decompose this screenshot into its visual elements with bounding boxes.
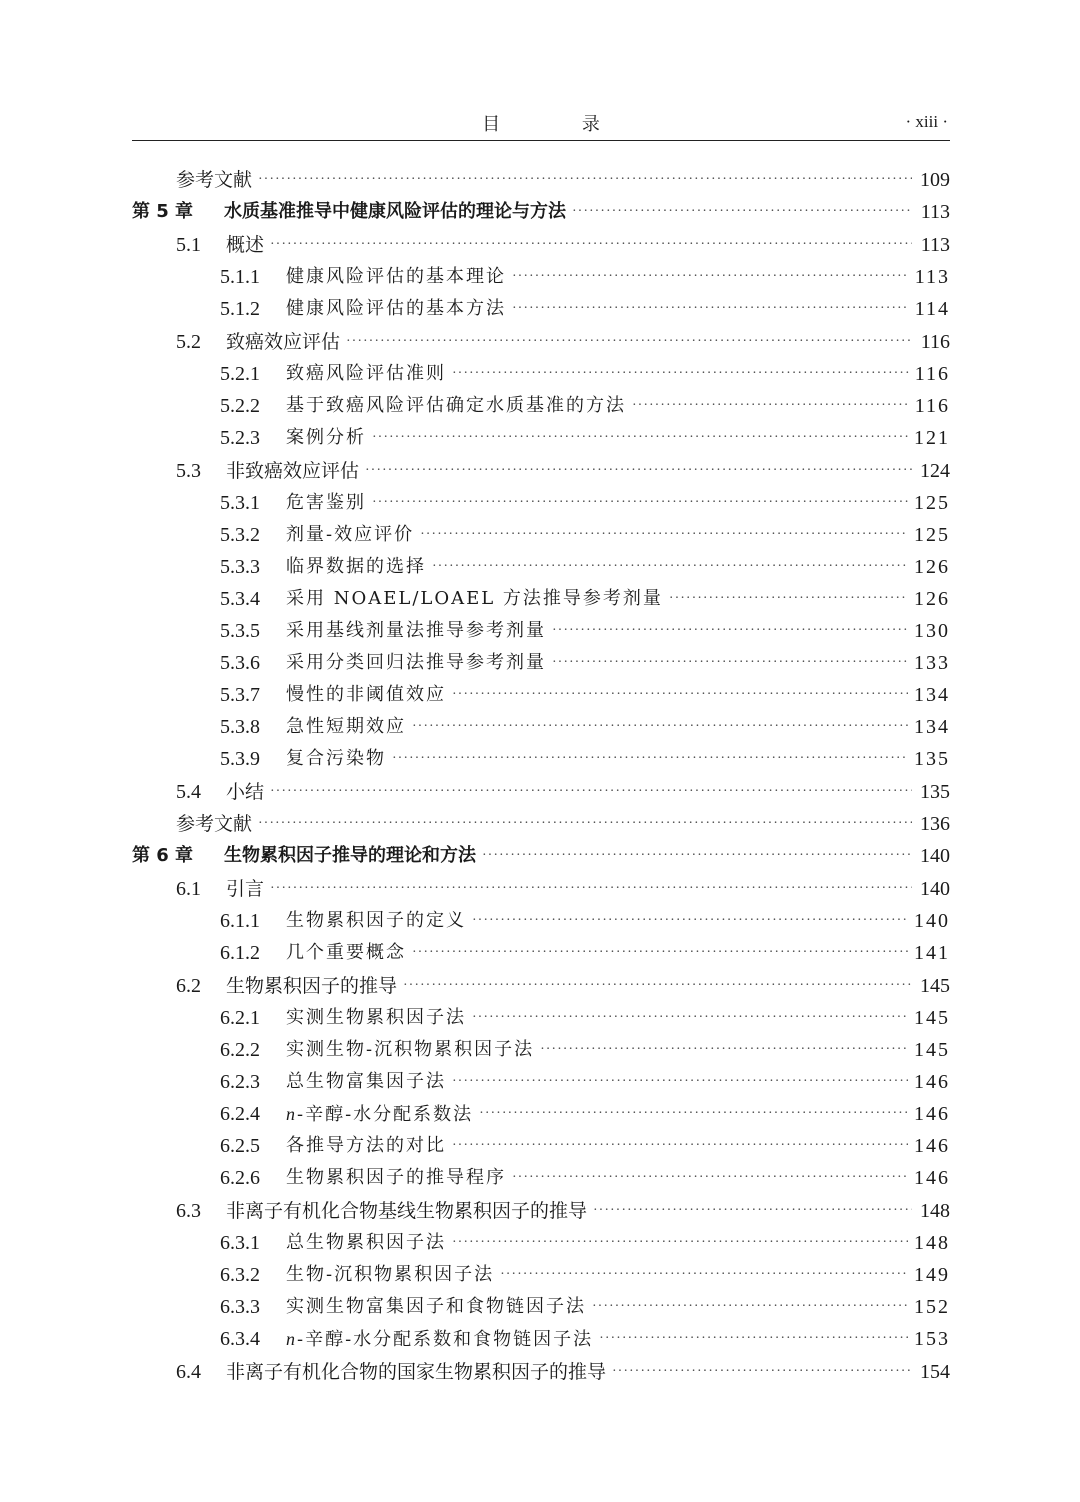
- toc-entry-page: 130: [914, 620, 950, 642]
- toc-entry-page: 140: [920, 877, 950, 900]
- dot-leader: [599, 1329, 908, 1349]
- dot-leader: [452, 364, 909, 384]
- toc-entry-page: 141: [914, 942, 950, 964]
- toc-entry-chapter[interactable]: [132, 196, 950, 228]
- toc-entry-page: 113: [914, 266, 950, 288]
- toc-entry-sub[interactable]: [132, 1291, 950, 1323]
- dot-leader: [412, 943, 908, 963]
- dot-leader: [452, 1072, 908, 1092]
- toc-entry-sub[interactable]: [132, 679, 950, 711]
- toc-entry-page: 148: [920, 1199, 950, 1222]
- toc-entry-page: 148: [914, 1232, 950, 1254]
- toc-entry-page: 146: [914, 1167, 950, 1189]
- toc-entry-title: 实测生物-沉积物累积因子法: [286, 1039, 535, 1060]
- toc-entry-title: 各推导方法的对比: [286, 1135, 446, 1156]
- dot-leader: [552, 653, 908, 673]
- dot-leader: [612, 1362, 912, 1382]
- toc-entry-page: 146: [914, 1071, 950, 1093]
- toc-entry-title: 危害鉴别: [286, 492, 366, 513]
- toc-entry-number: 6.1.2: [220, 942, 260, 964]
- dot-leader: [372, 428, 908, 448]
- toc-entry-title: 健康风险评估的基本方法: [286, 298, 506, 319]
- toc-entry-number: 5.2.2: [220, 395, 260, 417]
- toc-entry-title: 采用基线剂量法推导参考剂量: [286, 620, 546, 641]
- toc-entry-sub[interactable]: [132, 293, 950, 325]
- toc-entry-title: 基于致癌风险评估确定水质基准的方法: [286, 395, 626, 416]
- toc-entry-sub[interactable]: [132, 583, 950, 615]
- toc-entry-sub[interactable]: [132, 519, 950, 551]
- toc-entry-number: 6.2.6: [220, 1167, 260, 1189]
- toc-entry-number: 6.1: [176, 877, 201, 900]
- toc-entry-page: 145: [914, 1007, 950, 1029]
- toc-entry-title: 健康风险评估的基本理论: [286, 266, 506, 287]
- dot-leader: [372, 493, 908, 513]
- toc-entry-number: 6.2.1: [220, 1007, 260, 1029]
- toc-entry-sub[interactable]: [132, 422, 950, 454]
- toc-entry-sub[interactable]: [132, 1227, 950, 1259]
- toc-entry-page: 145: [914, 1039, 950, 1061]
- toc-entry-title: 引言: [226, 877, 265, 900]
- toc-entry-sub[interactable]: [132, 1162, 950, 1194]
- toc-entry-number: 6.3.4: [220, 1328, 260, 1350]
- toc-entry-page: 134: [914, 716, 950, 738]
- dot-leader: [452, 1136, 908, 1156]
- toc-entry-page: 126: [914, 588, 950, 610]
- toc-entry-number: 6.2.4: [220, 1103, 260, 1125]
- dot-leader: [472, 1008, 908, 1028]
- toc-entry-title: 水质基准推导中健康风险评估的理论与方法: [224, 201, 566, 222]
- toc-entry-number: 5.3.4: [220, 588, 260, 610]
- toc-entry-title: 非离子有机化合物基线生物累积因子的推导: [226, 1199, 588, 1222]
- toc-entry-title: 生物累积因子的推导: [226, 974, 398, 997]
- toc-entry-number: 6.2.3: [220, 1071, 260, 1093]
- toc-entry-title: 致癌风险评估准则: [286, 363, 446, 384]
- toc-entry-page: 153: [914, 1328, 950, 1350]
- dot-leader: [512, 1168, 908, 1188]
- table-of-contents: [132, 164, 950, 1388]
- dot-leader: [632, 396, 909, 416]
- running-header: [132, 108, 950, 141]
- toc-entry-title: 采用分类回归法推导参考剂量: [286, 652, 546, 673]
- toc-entry-section[interactable]: [132, 1355, 950, 1388]
- toc-entry-number: 5.3.8: [220, 716, 260, 738]
- toc-entry-number: 5.3: [176, 459, 201, 482]
- toc-entry-title: 参考文献: [176, 169, 253, 191]
- toc-entry-page: 154: [920, 1360, 950, 1383]
- toc-entry-sub[interactable]: [132, 1259, 950, 1291]
- dot-leader: [452, 685, 908, 705]
- toc-entry-sub[interactable]: [132, 390, 950, 422]
- toc-entry-number: 6.2: [176, 974, 201, 997]
- toc-entry-number: 5.1.2: [220, 298, 260, 320]
- toc-entry-section[interactable]: [132, 1194, 950, 1227]
- dot-leader: [420, 525, 908, 545]
- toc-entry-sub[interactable]: [132, 261, 950, 293]
- toc-entry-sub[interactable]: [132, 551, 950, 583]
- toc-entry-title: n-辛醇-水分配系数和食物链因子法: [286, 1328, 594, 1350]
- toc-entry-sub[interactable]: [132, 905, 950, 937]
- toc-entry-section[interactable]: [132, 325, 950, 358]
- header-title: 目 录: [482, 114, 638, 135]
- dot-leader: [472, 911, 908, 931]
- toc-entry-title: 总生物富集因子法: [286, 1071, 446, 1092]
- toc-entry-page: 125: [914, 524, 950, 546]
- toc-entry-title: 案例分析: [286, 427, 366, 448]
- toc-entry-page: 145: [920, 974, 950, 997]
- dot-leader: [258, 814, 912, 834]
- toc-entry-title: 生物累积因子推导的理论和方法: [224, 845, 476, 866]
- toc-entry-number: 5.1: [176, 233, 201, 256]
- toc-entry-page: 126: [914, 556, 950, 578]
- toc-entry-number: 5.2.1: [220, 363, 260, 385]
- toc-entry-title: 生物-沉积物累积因子法: [286, 1264, 495, 1285]
- toc-entry-title: 致癌效应评估: [226, 330, 341, 353]
- toc-entry-title: 慢性的非阈值效应: [286, 684, 446, 705]
- toc-entry-sub[interactable]: [132, 1034, 950, 1066]
- toc-entry-title: 小结: [226, 780, 265, 803]
- toc-entry-ref[interactable]: [132, 808, 950, 840]
- toc-entry-page: 152: [914, 1296, 950, 1318]
- toc-entry-number: 6.3: [176, 1199, 201, 1222]
- toc-entry-title: 生物累积因子的推导程序: [286, 1167, 506, 1188]
- toc-entry-number: 5.3.3: [220, 556, 260, 578]
- dot-leader: [270, 879, 912, 899]
- toc-entry-number: 5.3.2: [220, 524, 260, 546]
- dot-leader: [479, 1104, 908, 1124]
- dot-leader: [270, 782, 912, 802]
- toc-entry-title: 概述: [226, 233, 265, 256]
- toc-entry-number: 5.3.6: [220, 652, 260, 674]
- toc-entry-sub[interactable]: [132, 1066, 950, 1098]
- toc-entry-page: 114: [914, 298, 950, 320]
- dot-leader: [572, 202, 912, 222]
- toc-entry-page: 146: [914, 1103, 950, 1125]
- dot-leader: [392, 749, 908, 769]
- dot-leader: [432, 557, 908, 577]
- toc-entry-title: 总生物累积因子法: [286, 1232, 446, 1253]
- toc-entry-sub[interactable]: [132, 647, 950, 679]
- dot-leader: [258, 170, 912, 190]
- toc-entry-sub[interactable]: [132, 358, 950, 390]
- toc-entry-number: 5.4: [176, 780, 201, 803]
- toc-entry-sub[interactable]: [132, 1098, 950, 1130]
- toc-entry-title: 剂量-效应评价: [286, 524, 415, 545]
- dot-leader: [669, 589, 908, 609]
- toc-entry-number: 5.2.3: [220, 427, 260, 449]
- toc-entry-page: 113: [920, 201, 950, 223]
- toc-entry-page: 136: [920, 813, 950, 835]
- toc-entry-title: 实测生物累积因子法: [286, 1007, 466, 1028]
- toc-entry-number: 6.1.1: [220, 910, 260, 932]
- toc-entry-title: 生物累积因子的定义: [286, 910, 466, 931]
- dot-leader: [346, 332, 912, 352]
- toc-entry-title: 参考文献: [176, 813, 253, 835]
- dot-leader: [512, 267, 909, 287]
- toc-entry-title: 急性短期效应: [286, 716, 406, 737]
- toc-entry-section[interactable]: [132, 775, 950, 808]
- toc-entry-chapter[interactable]: [132, 840, 950, 872]
- toc-entry-title: 实测生物富集因子和食物链因子法: [286, 1296, 586, 1317]
- toc-entry-page: 140: [920, 845, 950, 867]
- toc-entry-page: 113: [920, 233, 950, 256]
- dot-leader: [365, 461, 912, 481]
- toc-entry-page: 146: [914, 1135, 950, 1157]
- toc-entry-sub[interactable]: [132, 743, 950, 775]
- toc-entry-section[interactable]: [132, 969, 950, 1002]
- dot-leader: [512, 299, 909, 319]
- toc-entry-sub[interactable]: [132, 711, 950, 743]
- toc-entry-page: 124: [920, 459, 950, 482]
- toc-entry-section[interactable]: [132, 454, 950, 487]
- dot-leader: [482, 846, 912, 866]
- toc-entry-number: 6.2.2: [220, 1039, 260, 1061]
- toc-entry-number: 5.1.1: [220, 266, 260, 288]
- toc-entry-section[interactable]: [132, 228, 950, 261]
- toc-entry-page: 116: [914, 363, 950, 385]
- toc-entry-page: 134: [914, 684, 950, 706]
- toc-entry-number: 第 5 章: [132, 201, 194, 222]
- toc-entry-page: 116: [920, 330, 950, 353]
- toc-entry-title: 临界数据的选择: [286, 556, 426, 577]
- toc-entry-number: 6.2.5: [220, 1135, 260, 1157]
- dot-leader: [540, 1040, 908, 1060]
- dot-leader: [552, 621, 908, 641]
- toc-entry-number: 6.4: [176, 1360, 201, 1383]
- toc-entry-title: 非离子有机化合物的国家生物累积因子的推导: [226, 1360, 607, 1383]
- toc-entry-page: 116: [914, 395, 950, 417]
- toc-entry-section[interactable]: [132, 872, 950, 905]
- toc-entry-ref[interactable]: [132, 164, 950, 196]
- toc-entry-sub[interactable]: [132, 1323, 950, 1355]
- toc-entry-page: 135: [914, 748, 950, 770]
- toc-entry-number: 6.3.1: [220, 1232, 260, 1254]
- dot-leader: [593, 1201, 912, 1221]
- toc-entry-title: 几个重要概念: [286, 942, 406, 963]
- toc-entry-number: 第 6 章: [132, 845, 194, 866]
- header-page-number: · xiii ·: [905, 112, 948, 131]
- toc-entry-sub[interactable]: [132, 937, 950, 969]
- toc-entry-title: 非致癌效应评估: [226, 459, 360, 482]
- toc-entry-page: 109: [920, 169, 950, 191]
- toc-entry-title: 采用 NOAEL/LOAEL 方法推导参考剂量: [286, 588, 663, 609]
- toc-entry-number: 6.3.2: [220, 1264, 260, 1286]
- dot-leader: [403, 976, 912, 996]
- dot-leader: [452, 1233, 908, 1253]
- toc-entry-page: 149: [914, 1264, 950, 1286]
- toc-entry-number: 5.2: [176, 330, 201, 353]
- toc-entry-sub[interactable]: [132, 1002, 950, 1034]
- toc-entry-page: 121: [914, 427, 950, 449]
- toc-entry-title: n-辛醇-水分配系数法: [286, 1103, 474, 1125]
- toc-entry-number: 5.3.5: [220, 620, 260, 642]
- toc-entry-number: 5.3.7: [220, 684, 260, 706]
- dot-leader: [500, 1265, 908, 1285]
- dot-leader: [412, 717, 908, 737]
- toc-entry-page: 135: [920, 780, 950, 803]
- toc-entry-page: 133: [914, 652, 950, 674]
- toc-entry-sub[interactable]: [132, 615, 950, 647]
- toc-entry-sub[interactable]: [132, 1130, 950, 1162]
- toc-entry-number: 6.3.3: [220, 1296, 260, 1318]
- toc-entry-number: 5.3.9: [220, 748, 260, 770]
- dot-leader: [270, 235, 912, 255]
- toc-entry-page: 125: [914, 492, 950, 514]
- toc-entry-number: 5.3.1: [220, 492, 260, 514]
- toc-entry-sub[interactable]: [132, 487, 950, 519]
- toc-entry-title: 复合污染物: [286, 748, 386, 769]
- toc-entry-page: 140: [914, 910, 950, 932]
- dot-leader: [592, 1297, 908, 1317]
